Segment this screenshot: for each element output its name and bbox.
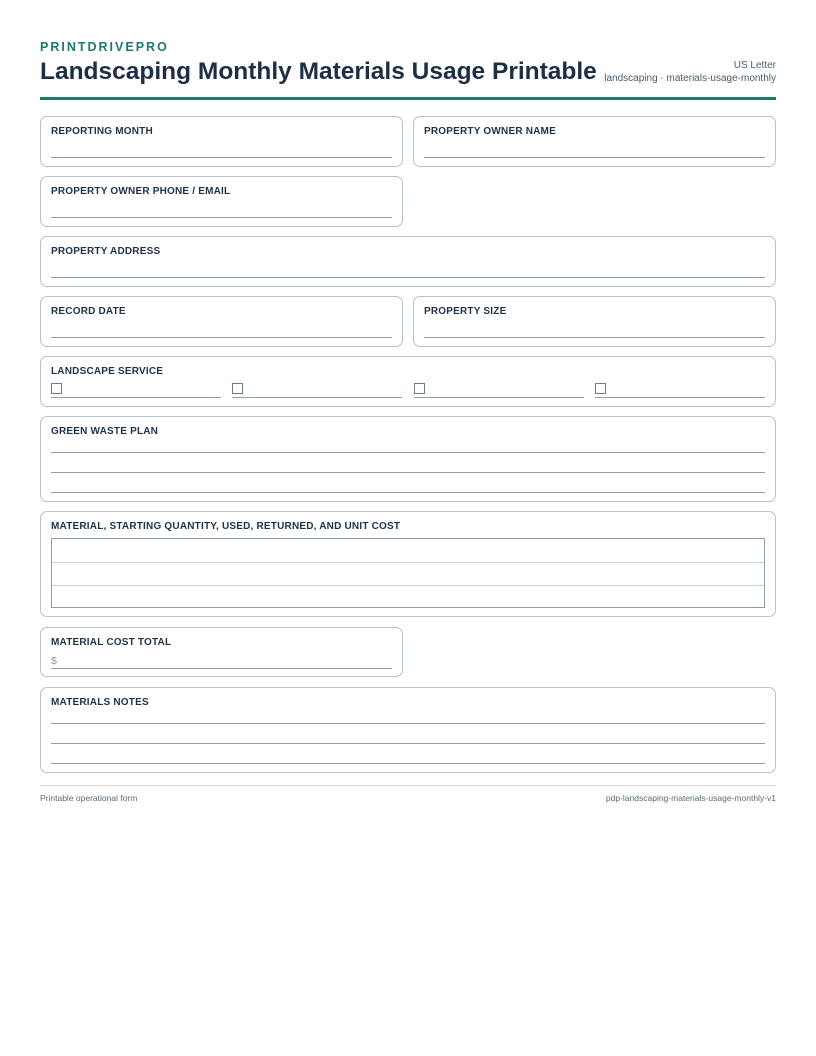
material-table-card (40, 511, 776, 617)
footer-form-id: pdp-landscaping-materials-usage-monthly-v1 (605, 793, 776, 803)
service-option-4-line[interactable] (595, 397, 765, 398)
material-table-label: MATERIAL, STARTING QUANTITY, USED, RETURNED, AND UNIT COST (51, 521, 401, 532)
brand-logo-text: PRINTDRIVEPRO (40, 40, 169, 54)
currency-prefix: $ (51, 655, 57, 667)
material-table-row-divider-1 (52, 562, 764, 563)
record-date-card (40, 296, 403, 347)
service-option-2-line[interactable] (232, 397, 402, 398)
materials-notes-line-2[interactable] (51, 743, 765, 744)
green-waste-plan-line-3[interactable] (51, 492, 765, 493)
service-option-2[interactable] (232, 382, 402, 398)
materials-notes-line-3[interactable] (51, 763, 765, 764)
service-option-1[interactable] (51, 382, 221, 398)
landscape-service-card (40, 356, 776, 407)
paper-size-label: US Letter (733, 60, 776, 71)
property-owner-name-label: PROPERTY OWNER NAME (424, 126, 556, 137)
material-table[interactable] (51, 538, 765, 608)
green-waste-plan-line-1[interactable] (51, 452, 765, 453)
material-cost-total-field[interactable] (51, 668, 392, 669)
green-waste-plan-label: GREEN WASTE PLAN (51, 426, 159, 437)
service-option-4-checkbox[interactable] (595, 383, 606, 394)
header-divider (40, 97, 776, 100)
footer-divider (40, 785, 776, 786)
green-waste-plan-card (40, 416, 776, 502)
material-cost-total-label: MATERIAL COST TOTAL (51, 637, 172, 648)
footer-description: Printable operational form (40, 793, 138, 803)
form-tags: landscaping · materials-usage-monthly (604, 73, 776, 84)
property-owner-name-card (413, 116, 776, 167)
green-waste-plan-line-2[interactable] (51, 472, 765, 473)
service-option-3-line[interactable] (414, 397, 584, 398)
property-owner-name-field[interactable] (424, 157, 765, 158)
landscape-service-label: LANDSCAPE SERVICE (51, 366, 164, 377)
record-date-label: RECORD DATE (51, 306, 126, 317)
property-size-card (413, 296, 776, 347)
service-option-1-line[interactable] (51, 397, 221, 398)
property-owner-contact-label: PROPERTY OWNER PHONE / EMAIL (51, 186, 231, 197)
property-size-label: PROPERTY SIZE (424, 306, 507, 317)
property-size-field[interactable] (424, 337, 765, 338)
materials-notes-line-1[interactable] (51, 723, 765, 724)
materials-notes-card (40, 687, 776, 773)
property-address-field[interactable] (51, 277, 765, 278)
material-table-row-divider-2 (52, 585, 764, 586)
reporting-month-field[interactable] (51, 157, 392, 158)
materials-notes-label: MATERIALS NOTES (51, 697, 149, 708)
property-address-label: PROPERTY ADDRESS (51, 246, 161, 257)
service-option-2-checkbox[interactable] (232, 383, 243, 394)
service-option-3-checkbox[interactable] (414, 383, 425, 394)
service-option-4[interactable] (595, 382, 765, 398)
property-owner-contact-field[interactable] (51, 217, 392, 218)
property-address-card (40, 236, 776, 287)
service-option-3[interactable] (414, 382, 584, 398)
document-meta (604, 59, 776, 85)
material-cost-total-card (40, 627, 403, 677)
service-option-1-checkbox[interactable] (51, 383, 62, 394)
property-owner-contact-card (40, 176, 403, 227)
record-date-field[interactable] (51, 337, 392, 338)
reporting-month-label: REPORTING MONTH (51, 126, 153, 137)
reporting-month-card (40, 116, 403, 167)
page-title: Landscaping Monthly Materials Usage Printable (40, 58, 597, 85)
